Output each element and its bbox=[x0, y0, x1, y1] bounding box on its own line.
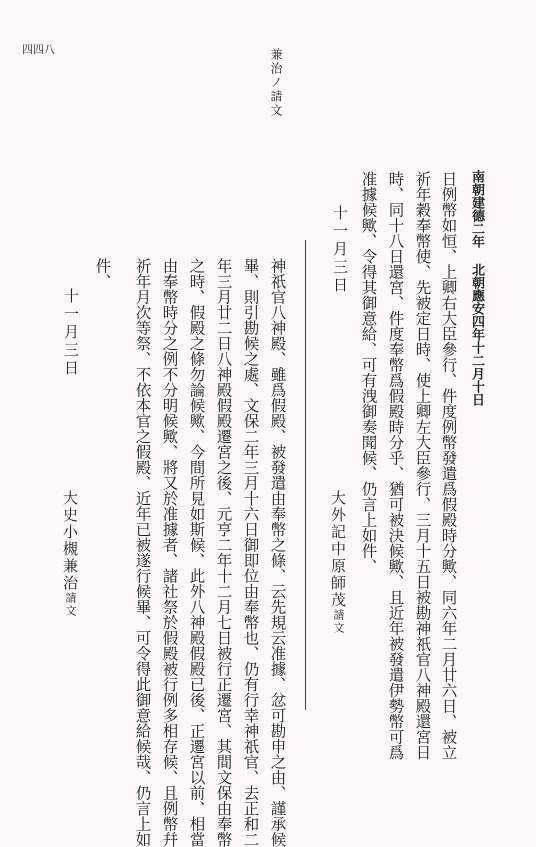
doc1-date: 十一月三日 bbox=[331, 205, 349, 295]
doc2-line-4: 之時、假殿之條勿論候歟、今間所見如斯候、此外八神殿假殿已後、正遷宮以前、相當 bbox=[187, 258, 206, 847]
doc1-sender bbox=[330, 490, 345, 635]
doc2-sender-suffix: 請文 bbox=[64, 592, 77, 618]
doc2-line-2: 畢、則引勘候之處、文保二年三月十六日御即位由奉幣也、仍有行幸神祇官、去正和二 bbox=[241, 258, 260, 847]
divider-line bbox=[305, 240, 306, 710]
doc1-heading: 南朝建德二年 北朝應安四年十二月十日 bbox=[469, 170, 484, 406]
doc1-line-3: 時、同十八日還宮、件度奉幣爲假殿時分乎、猶可被決候歟、且近年被發遣伊勢幣可爲 bbox=[386, 171, 405, 760]
doc1-line-2: 祈年穀奉幣使、先被定日時、使上卿左大臣參行、三月十五日被勘神祇官八神殿還宮日 bbox=[413, 171, 432, 760]
doc2-sender bbox=[62, 490, 77, 618]
running-header: 兼治ノ請文 bbox=[269, 48, 283, 118]
doc2-line-3: 年三月廿二日八神殿假殿遷宮之後、元亨二年十二月七日被行正遷宮、其間文保由奉幣 bbox=[214, 258, 233, 847]
doc1-sender-suffix: 請文 bbox=[332, 609, 345, 635]
doc2-line-1: 神祇官八神殿、雖爲假殿、被發遣由奉幣之條、云先規云准據、忿可勘申之由、謹承候 bbox=[268, 258, 287, 847]
doc1-sender-name: 大外記中原師茂 bbox=[329, 490, 347, 609]
doc2-line-6: 祈年月次等祭、不依本官之假殿、近年已被遂行候畢、可令得此御意給候哉、仍言上如 bbox=[133, 258, 152, 847]
doc2-sender-name: 大史小槻兼治 bbox=[61, 490, 79, 592]
doc1-line-4: 准據候歟、令得其御意給、可有洩御奏聞候、仍言上如件、 bbox=[359, 171, 378, 574]
doc2-line-7: 件、 bbox=[93, 258, 112, 289]
page-number: 四四八 bbox=[22, 43, 55, 56]
doc2-date: 十一月三日 bbox=[62, 288, 80, 378]
doc1-line-1: 日例幣如恒、上卿右大臣參行、件度例幣發遣爲假殿時分歟、同六年二月廿六日、被立 bbox=[439, 171, 458, 760]
doc2-line-5: 由奉幣時分之例不分明候歟、將又於准據者、諸社祭於假殿被行例多相存候、且例幣幷 bbox=[160, 258, 179, 847]
